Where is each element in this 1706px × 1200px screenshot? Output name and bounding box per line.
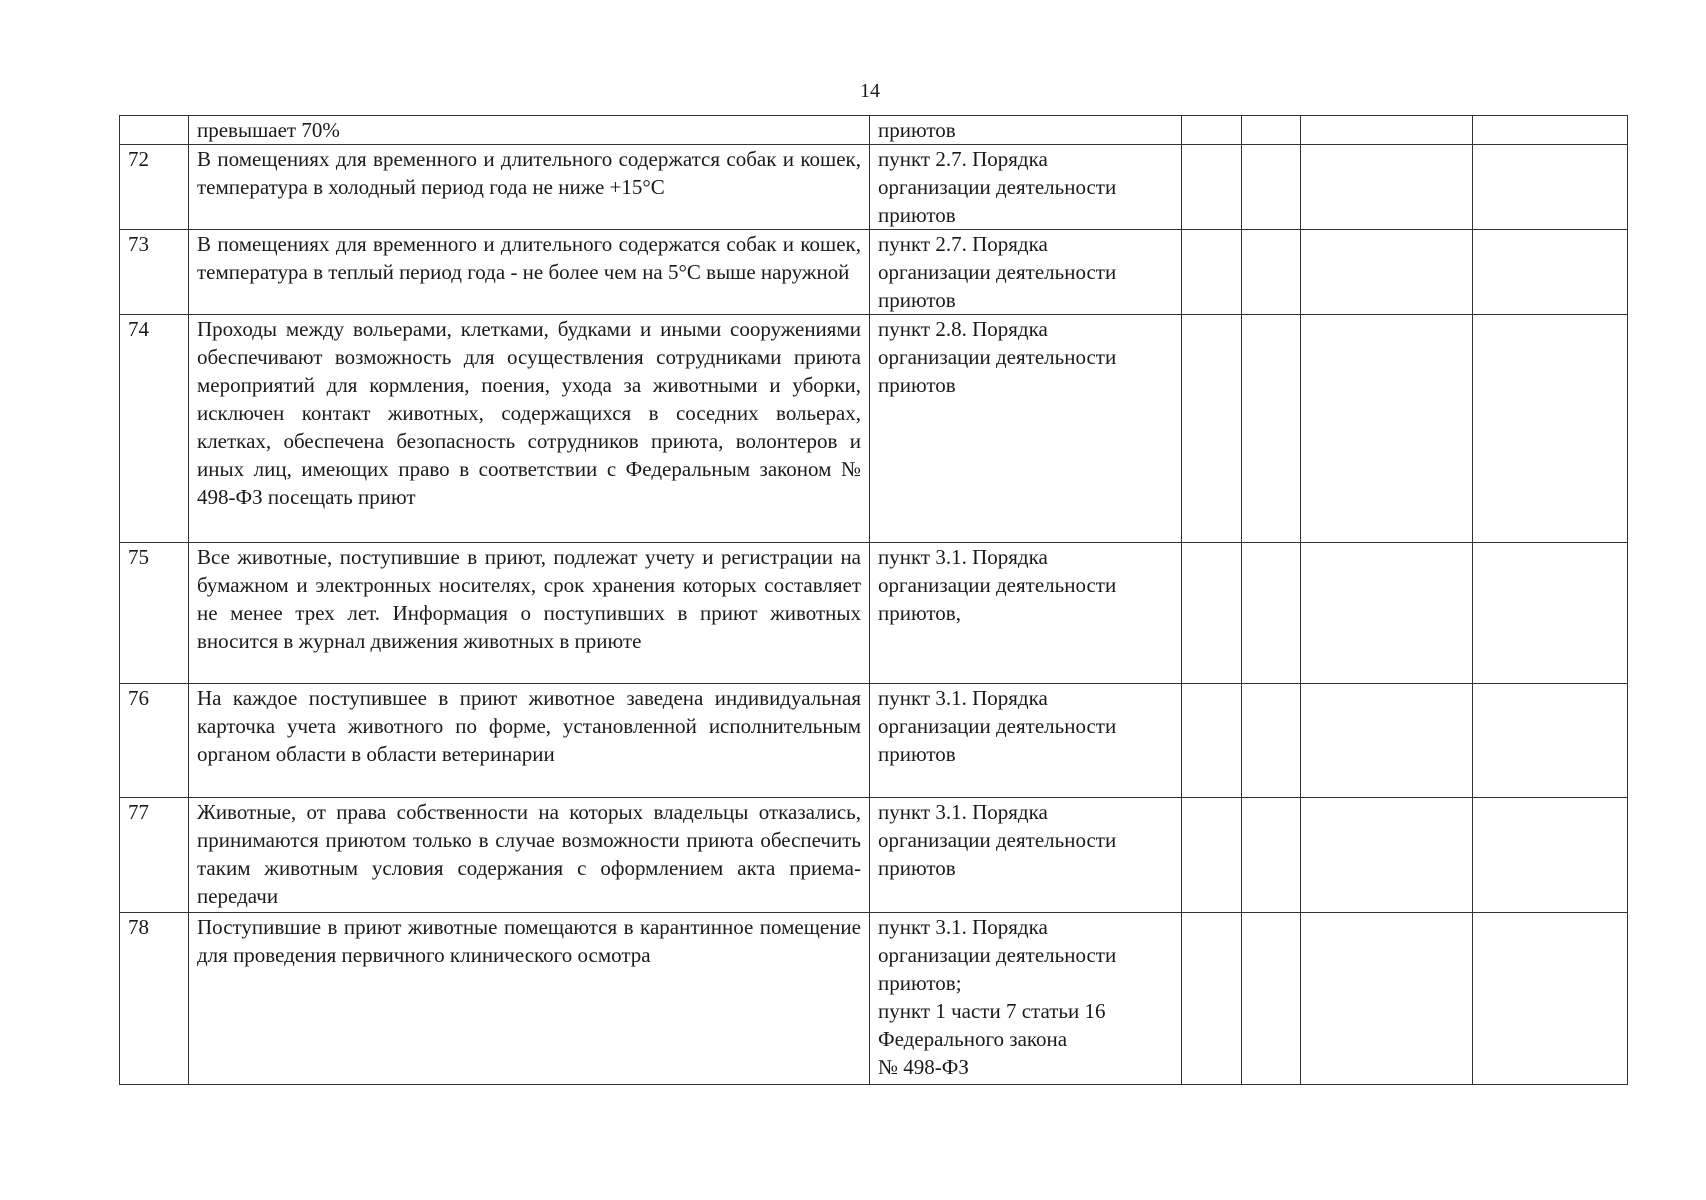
table-row bbox=[120, 913, 1628, 1085]
answer-no-cell bbox=[1242, 315, 1301, 543]
answer-no-cell bbox=[1242, 145, 1301, 230]
not-applicable-cell bbox=[1301, 684, 1473, 798]
legal-reference: пункт 2.8. Порядка организации деятельности приютов bbox=[870, 315, 1182, 543]
not-applicable-cell bbox=[1301, 913, 1473, 1085]
legal-reference: пункт 3.1. Порядка организации деятельности приютов bbox=[870, 798, 1182, 913]
legal-reference: пункт 3.1. Порядка организации деятельности приютов; пункт 1 части 7 статьи 16 Федерального закона № 498-ФЗ bbox=[870, 913, 1182, 1085]
answer-yes-cell bbox=[1182, 315, 1242, 543]
row-number: 75 bbox=[120, 543, 189, 684]
requirement-text: В помещениях для временного и длительного содержатся собак и кошек, температура в холодный период года не ниже +15°С bbox=[189, 145, 870, 230]
legal-reference: пункт 3.1. Порядка организации деятельности приютов bbox=[870, 684, 1182, 798]
table-row bbox=[120, 798, 1628, 913]
page-number: 14 bbox=[860, 80, 880, 102]
table-row bbox=[120, 230, 1628, 315]
requirement-text: На каждое поступившее в приют животное заведена индивидуальная карточка учета животного по форме, установленной исполнительным органом области в области ветеринарии bbox=[189, 684, 870, 798]
requirement-text: Животные, от права собственности на которых владельцы отказались, принимаются приютом только в случае возможности приюта обеспечить таким животным условия содержания с оформлением акта приема-передачи bbox=[189, 798, 870, 913]
row-number: 72 bbox=[120, 145, 189, 230]
answer-yes-cell bbox=[1182, 543, 1242, 684]
requirement-text: Все животные, поступившие в приют, подлежат учету и регистрации на бумажном и электронных носителях, срок хранения которых составляет не менее трех лет. Информация о поступивших в приют животных вносится в журнал движения животных в приюте bbox=[189, 543, 870, 684]
answer-yes-cell bbox=[1182, 684, 1242, 798]
answer-no-cell bbox=[1242, 230, 1301, 315]
answer-yes-cell bbox=[1182, 230, 1242, 315]
table-row bbox=[120, 145, 1628, 230]
table-row bbox=[120, 116, 1628, 145]
legal-reference: пункт 2.7. Порядка организации деятельности приютов bbox=[870, 145, 1182, 230]
not-applicable-cell bbox=[1301, 543, 1473, 684]
answer-yes-cell bbox=[1182, 913, 1242, 1085]
not-applicable-cell bbox=[1301, 798, 1473, 913]
requirement-text: превышает 70% bbox=[189, 116, 870, 145]
answer-no-cell bbox=[1242, 913, 1301, 1085]
row-number: 74 bbox=[120, 315, 189, 543]
notes-cell bbox=[1473, 116, 1628, 145]
not-applicable-cell bbox=[1301, 230, 1473, 315]
row-number: 78 bbox=[120, 913, 189, 1085]
answer-yes-cell bbox=[1182, 145, 1242, 230]
table-row bbox=[120, 684, 1628, 798]
notes-cell bbox=[1473, 315, 1628, 543]
notes-cell bbox=[1473, 913, 1628, 1085]
notes-cell bbox=[1473, 145, 1628, 230]
checklist-table bbox=[119, 115, 1628, 1085]
table-row bbox=[120, 543, 1628, 684]
table-row bbox=[120, 315, 1628, 543]
row-number: 73 bbox=[120, 230, 189, 315]
answer-no-cell bbox=[1242, 684, 1301, 798]
requirement-text: Проходы между вольерами, клетками, будками и иными сооружениями обеспечивают возможность для осуществления сотрудниками приюта мероприятий для кормления, поения, ухода за животными и уборки, исключен контакт животных, содержащихся в соседних вольерах, клетках, обеспечена безопасность сотрудников приюта, волонтеров и иных лиц, имеющих право в соответствии с Федеральным законом № 498-ФЗ посещать приют bbox=[189, 315, 870, 543]
answer-yes-cell bbox=[1182, 798, 1242, 913]
row-number: 76 bbox=[120, 684, 189, 798]
not-applicable-cell bbox=[1301, 145, 1473, 230]
notes-cell bbox=[1473, 543, 1628, 684]
notes-cell bbox=[1473, 684, 1628, 798]
not-applicable-cell bbox=[1301, 116, 1473, 145]
row-number: 77 bbox=[120, 798, 189, 913]
not-applicable-cell bbox=[1301, 315, 1473, 543]
answer-no-cell bbox=[1242, 543, 1301, 684]
legal-reference: пункт 2.7. Порядка организации деятельности приютов bbox=[870, 230, 1182, 315]
legal-reference: пункт 3.1. Порядка организации деятельности приютов, bbox=[870, 543, 1182, 684]
legal-reference: приютов bbox=[870, 116, 1182, 145]
row-number bbox=[120, 116, 189, 145]
answer-no-cell bbox=[1242, 116, 1301, 145]
notes-cell bbox=[1473, 798, 1628, 913]
notes-cell bbox=[1473, 230, 1628, 315]
answer-no-cell bbox=[1242, 798, 1301, 913]
answer-yes-cell bbox=[1182, 116, 1242, 145]
requirement-text: Поступившие в приют животные помещаются в карантинное помещение для проведения первичного клинического осмотра bbox=[189, 913, 870, 1085]
requirement-text: В помещениях для временного и длительного содержатся собак и кошек, температура в теплый период года - не более чем на 5°С выше наружной bbox=[189, 230, 870, 315]
